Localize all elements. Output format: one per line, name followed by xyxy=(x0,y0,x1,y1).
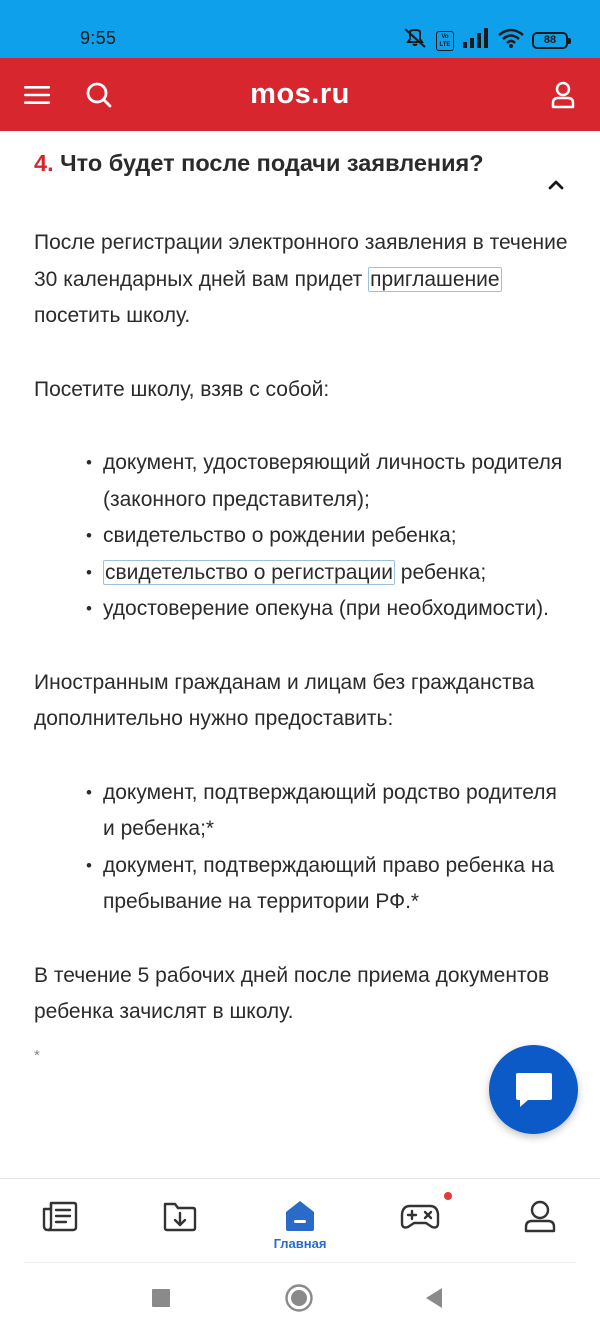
content-area xyxy=(34,131,574,1064)
nav-item-home[interactable] xyxy=(240,1179,360,1263)
documents-list xyxy=(34,445,574,628)
section-title-text: Что будет после подачи заявления? xyxy=(60,150,484,176)
paragraph-foreigners: Иностранным гражданам и лицам без гражданства дополнительно нужно предоставить: xyxy=(34,670,535,730)
list-item: • свидетельство о рождении ребенка; xyxy=(90,518,574,555)
paragraph-registration xyxy=(34,225,574,335)
list-item: • документ, подтверждающий право ребенка на пребывание на территории РФ.* xyxy=(90,848,574,921)
hamburger-icon xyxy=(23,84,51,106)
collapse-button[interactable] xyxy=(538,167,574,203)
section-title xyxy=(34,145,494,181)
back-button[interactable] xyxy=(419,1283,449,1313)
list-item: • документ, подтверждающий родство родителя и ребенка;* xyxy=(90,775,574,848)
home-icon xyxy=(282,1199,318,1233)
accordion-header[interactable] xyxy=(34,131,574,225)
chat-fab-button[interactable] xyxy=(489,1045,578,1134)
status-time: 9:55 xyxy=(80,28,117,48)
volte-bottom: LTE xyxy=(439,41,451,48)
paragraph-enrollment: В течение 5 рабочих дней после приема документов ребенка зачислят в школу. xyxy=(34,963,550,1023)
status-bar xyxy=(0,0,600,58)
signal-icon xyxy=(462,28,490,53)
square-icon xyxy=(151,1288,171,1308)
status-icons xyxy=(402,27,568,54)
foreign-documents-list xyxy=(34,775,574,921)
wifi-icon xyxy=(498,28,524,53)
item3-after: ребенка; xyxy=(394,560,487,584)
section-number: 4. xyxy=(34,150,54,176)
bottom-nav xyxy=(0,1178,600,1262)
back-triangle-icon xyxy=(424,1287,444,1309)
user-icon xyxy=(551,81,575,109)
profile-icon xyxy=(523,1199,557,1233)
nav-label-home: Главная xyxy=(273,1236,327,1251)
gamepad-icon xyxy=(400,1199,440,1233)
list-item: • удостоверение опекуна (при необходимости). xyxy=(90,591,574,628)
news-icon xyxy=(42,1199,78,1233)
recent-apps-button[interactable] xyxy=(146,1283,176,1313)
nav-item-profile[interactable] xyxy=(480,1179,600,1263)
chevron-up-icon xyxy=(548,180,564,190)
nav-item-news[interactable] xyxy=(0,1179,120,1263)
p1-before: После регистрации электронного заявления в течение 30 календарных дней вам придет xyxy=(34,231,568,291)
circle-icon xyxy=(284,1283,314,1313)
volte-top: Vo xyxy=(441,33,449,40)
invitation-link[interactable]: приглашение xyxy=(370,267,500,291)
home-system-button[interactable] xyxy=(284,1283,314,1313)
p1-after: посетить школу. xyxy=(34,304,191,327)
registration-certificate-link[interactable]: свидетельство о регистрации xyxy=(105,560,393,584)
nav-item-games[interactable] xyxy=(360,1179,480,1263)
site-title: mos.ru xyxy=(250,78,350,110)
chat-icon xyxy=(514,1070,554,1110)
notification-dot xyxy=(444,1192,452,1200)
mute-vibrate-icon xyxy=(402,27,428,54)
system-nav-bar xyxy=(0,1263,600,1332)
search-icon xyxy=(85,81,113,109)
profile-button[interactable] xyxy=(540,58,586,131)
list-item: • документ, удостоверяющий личность родителя (законного представителя); xyxy=(90,445,574,518)
volte-icon xyxy=(436,31,454,51)
search-button[interactable] xyxy=(76,58,122,131)
paragraph-visit: Посетите школу, взяв с собой: xyxy=(34,377,330,401)
footnote-marker: * xyxy=(34,1046,40,1064)
download-folder-icon xyxy=(162,1199,198,1233)
app-header xyxy=(0,58,600,131)
list-item xyxy=(90,555,574,592)
nav-item-documents[interactable] xyxy=(120,1179,240,1263)
battery-icon: 88 xyxy=(532,32,568,49)
menu-button[interactable] xyxy=(14,58,60,131)
